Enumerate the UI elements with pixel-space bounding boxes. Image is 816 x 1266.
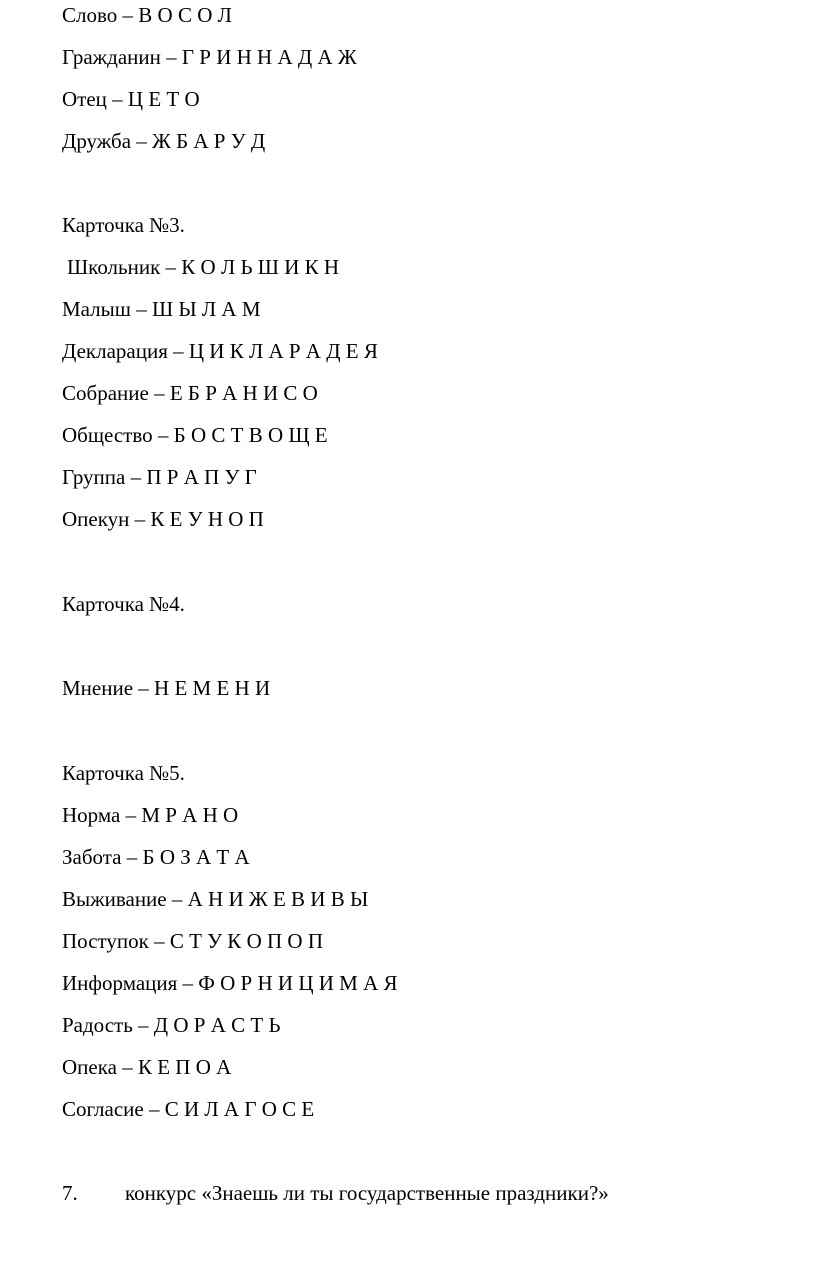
anagram-line (62, 970, 398, 996)
word: Слово (62, 3, 118, 27)
word: Общество (62, 423, 153, 447)
anagram: К Е П О А (137, 1055, 232, 1079)
dash-separator: – (148, 381, 170, 405)
anagram-line (67, 254, 339, 280)
contest-title: конкурс «Знаешь ли ты государственные праздники?» (125, 1181, 609, 1205)
anagram-line (62, 1054, 231, 1080)
dash-separator: – (152, 423, 174, 447)
dash-separator: – (143, 1097, 165, 1121)
anagram-line (62, 464, 257, 490)
anagram-line (62, 44, 357, 70)
word: Группа (62, 465, 126, 489)
dash-separator: – (129, 507, 151, 531)
anagram-line (62, 128, 265, 154)
dash-separator: – (121, 845, 143, 869)
anagram-line (62, 1012, 281, 1038)
word: Забота (62, 845, 122, 869)
anagram-line (62, 506, 264, 532)
dash-separator: – (125, 465, 147, 489)
anagram-line (62, 296, 261, 322)
anagram: Н Е М Е Н И (154, 676, 271, 700)
card-title: Карточка №5. (62, 761, 185, 785)
dash-separator: – (167, 339, 189, 363)
anagram-line (62, 928, 323, 954)
word: Собрание (62, 381, 149, 405)
card-title: Карточка №4. (62, 592, 185, 616)
word: Гражданин (62, 45, 161, 69)
anagram-line (62, 886, 368, 912)
word: Согласие (62, 1097, 144, 1121)
dash-separator: – (132, 1013, 154, 1037)
anagram: Ц Е Т О (127, 87, 200, 111)
anagram: А Н И Ж Е В И В Ы (187, 887, 369, 911)
anagram-line (62, 380, 318, 406)
anagram-line (62, 86, 200, 112)
dash-separator: – (133, 676, 155, 700)
dash-separator: – (106, 87, 128, 111)
dash-separator: – (160, 45, 182, 69)
dash-separator: – (160, 255, 182, 279)
anagram: Ц И К Л А Р А Д Е Я (188, 339, 378, 363)
anagram: Г Р И Н Н А Д А Ж (181, 45, 357, 69)
word: Выживание (62, 887, 167, 911)
word: Отец (62, 87, 107, 111)
anagram-line (62, 1096, 314, 1122)
card-title: Карточка №3. (62, 213, 185, 237)
anagram: К Е У Н О П (150, 507, 264, 531)
anagram: Ж Б А Р У Д (152, 129, 266, 153)
anagram: Ш Ы Л А М (151, 297, 261, 321)
word: Мнение (62, 676, 134, 700)
word: Декларация (62, 339, 168, 363)
anagram: Е Б Р А Н И С О (169, 381, 318, 405)
dash-separator: – (116, 1055, 138, 1079)
anagram-line (62, 2, 232, 28)
word: Школьник (67, 255, 161, 279)
dash-separator: – (131, 129, 153, 153)
anagram-line (62, 844, 250, 870)
anagram: С И Л А Г О С Е (164, 1097, 315, 1121)
anagram: Б О С Т В О Щ Е (173, 423, 328, 447)
anagram: В О С О Л (138, 3, 232, 27)
dash-separator: – (148, 929, 170, 953)
anagram-line (62, 675, 270, 701)
anagram: С Т У К О П О П (169, 929, 323, 953)
anagram-line (62, 802, 238, 828)
anagram: Б О З А Т А (142, 845, 250, 869)
word: Поступок (62, 929, 149, 953)
dash-separator: – (117, 3, 139, 27)
dash-separator: – (130, 297, 152, 321)
word: Малыш (62, 297, 131, 321)
dash-separator: – (120, 803, 142, 827)
anagram: М Р А Н О (141, 803, 239, 827)
anagram: П Р А П У Г (146, 465, 257, 489)
word: Опекун (62, 507, 130, 531)
word: Радость (62, 1013, 133, 1037)
anagram-line (62, 422, 328, 448)
word: Опека (62, 1055, 117, 1079)
anagram: К О Л Ь Ш И К Н (181, 255, 340, 279)
word: Дружба (62, 129, 132, 153)
dash-separator: – (177, 971, 199, 995)
dash-separator: – (166, 887, 188, 911)
anagram: Д О Р А С Т Ь (153, 1013, 281, 1037)
anagram: Ф О Р Н И Ц И М А Я (198, 971, 398, 995)
list-number: 7. (62, 1181, 78, 1205)
anagram-line (62, 338, 378, 364)
word: Норма (62, 803, 121, 827)
word: Информация (62, 971, 178, 995)
